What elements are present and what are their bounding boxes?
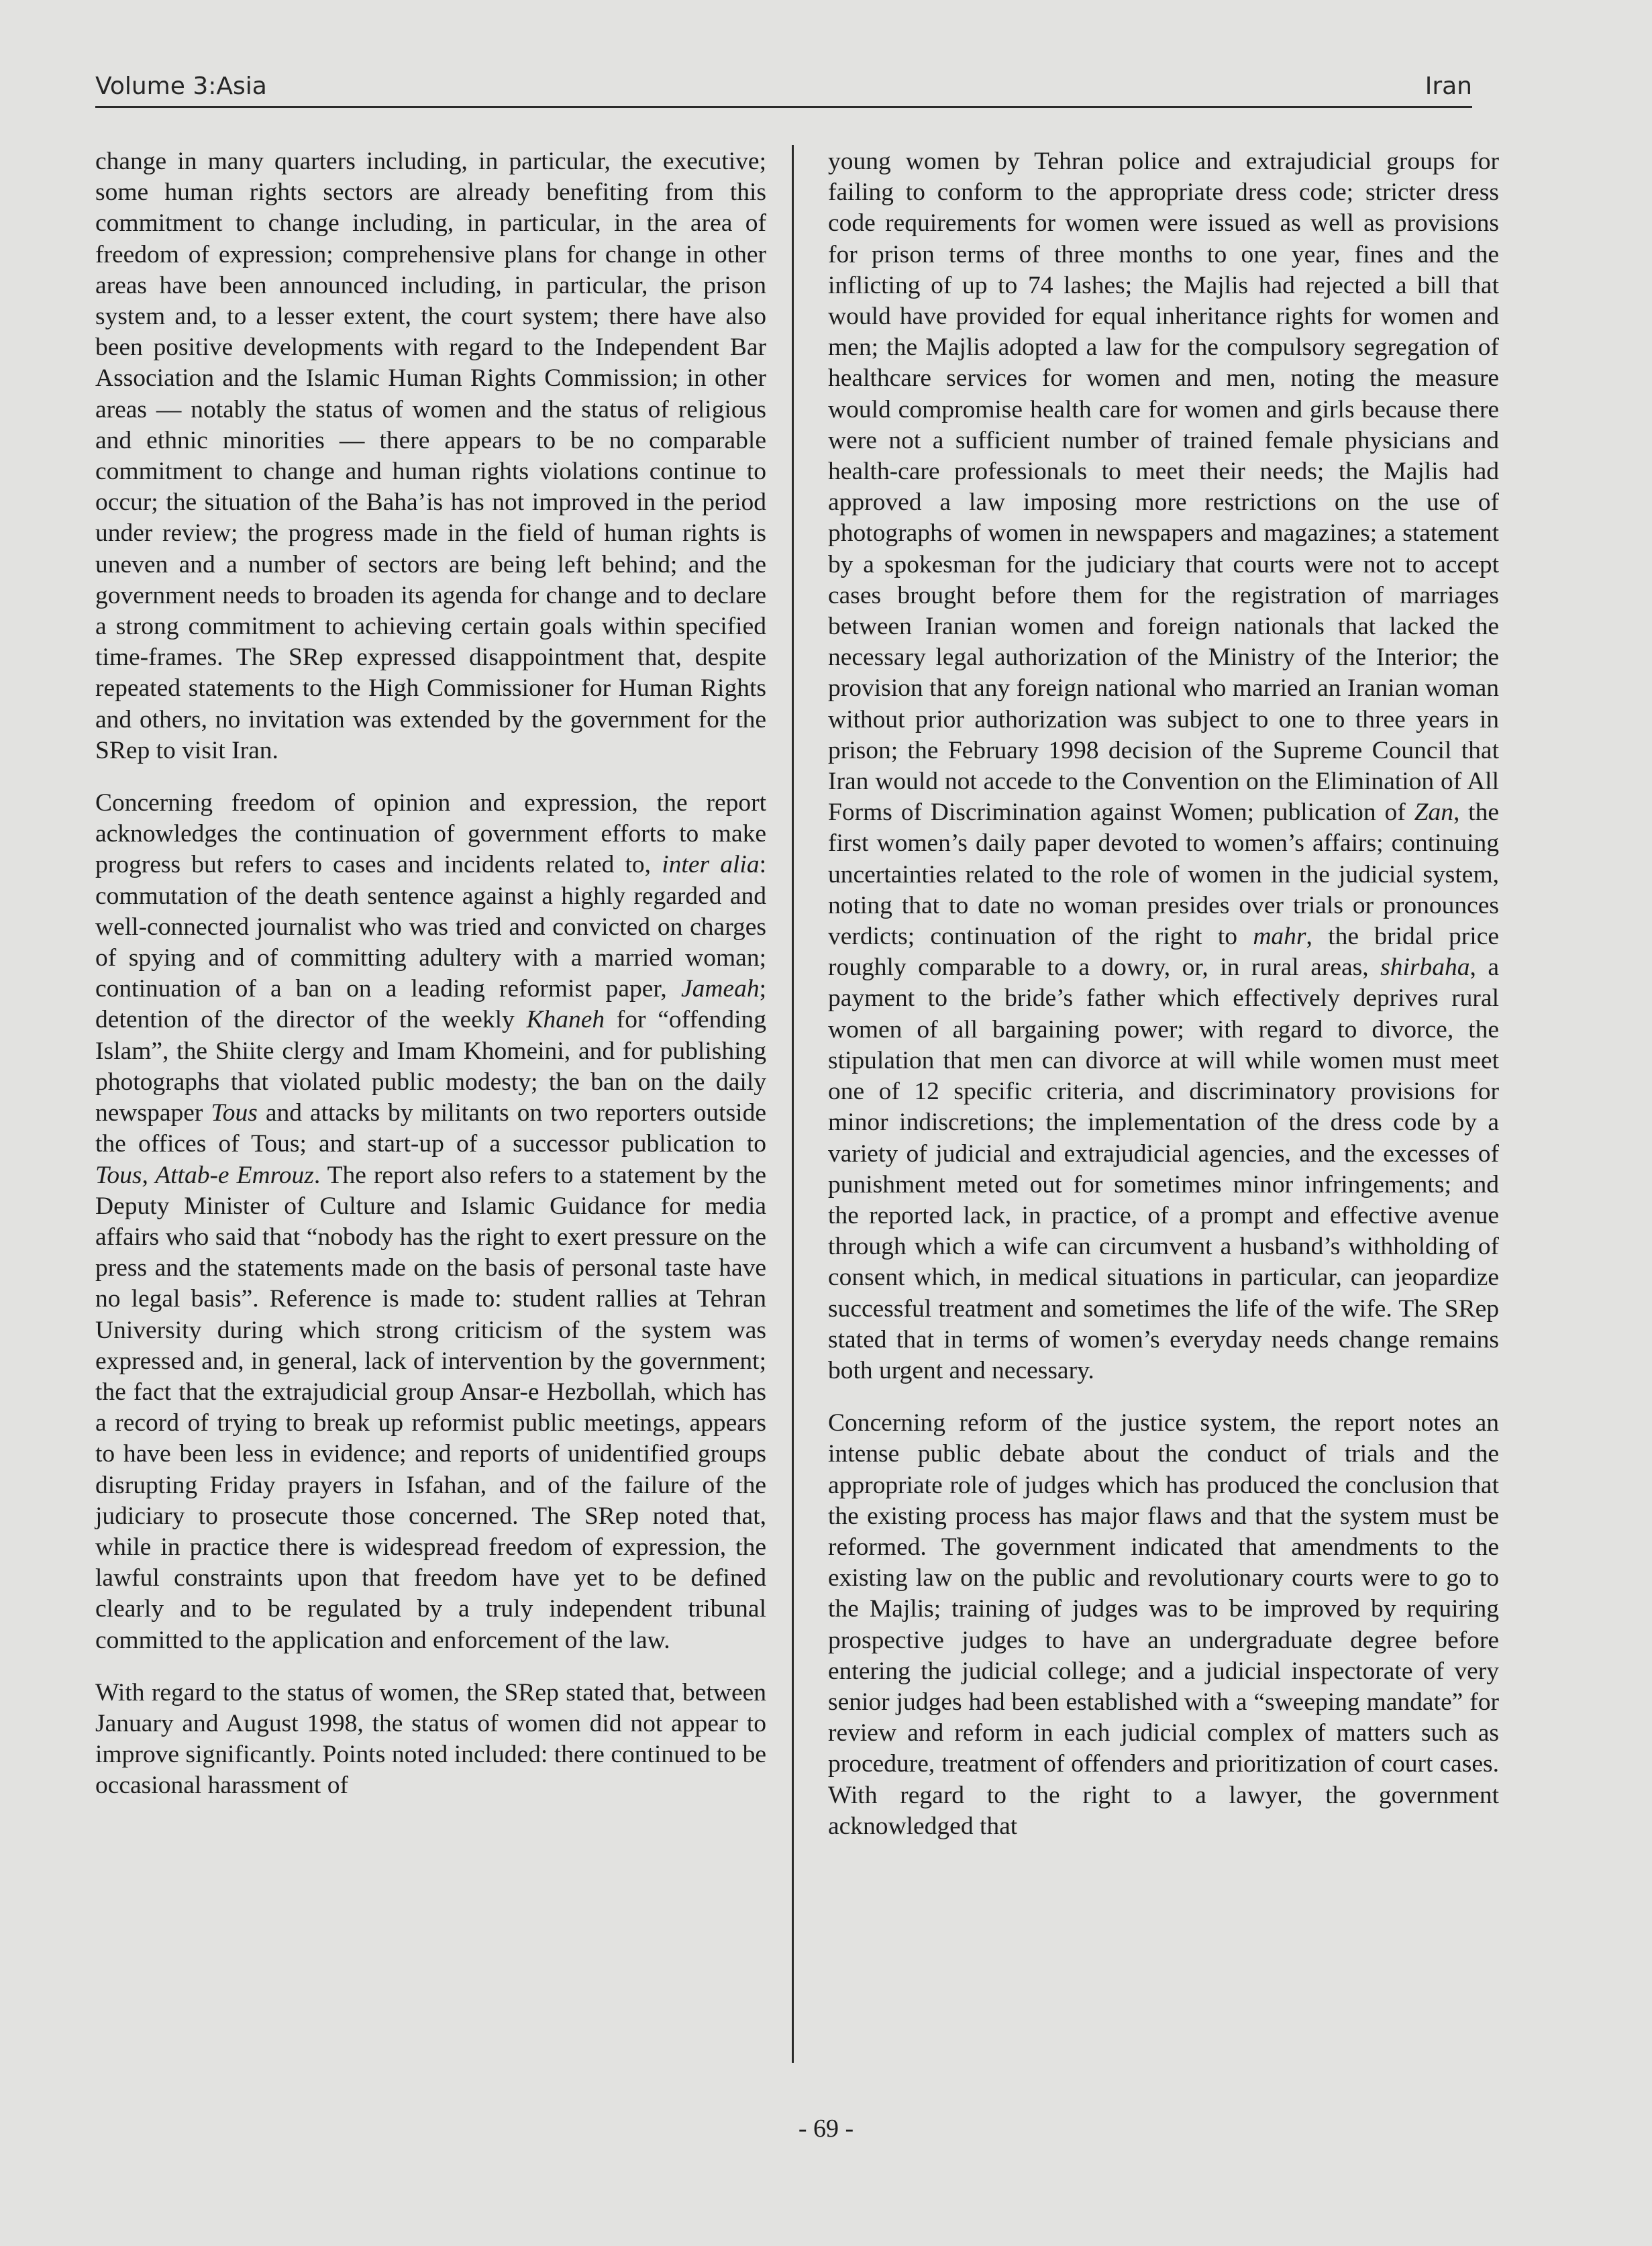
running-header: [95, 67, 1472, 109]
paragraph-status-of-women: young women by Tehran police and extrajudicial groups for failing to conform to the appropriate dress code; stricter dress code requirements for women were issued as well as provisions for prison terms of three months to one year, fines and the inflicting of up to 74 lashes; the Majlis had rejected a bill that would have provided for equal inheritance rights for women and men; the Majlis adopted a law for the compulsory segregation of healthcare services for women and men, noting the measure would compromise health care for women and girls because there were not a sufficient number of trained female physicians and health-care professionals to meet their needs; the Majlis had approved a law imposing more restrictions on the use of photographs of women in newspapers and magazines; a statement by a spokesman for the judiciary that courts were not to accept cases brought before them for the registration of marriages between Iranian women and foreign nationals that lacked the necessary legal authorization of the Ministry of the Interior; the provision that any foreign national who married an Iranian woman without prior authorization was subject to one to three years in prison; the February 1998 decision of the Supreme Council that Iran would not accede to the Convention on the Elimination of All Forms of Discrimination against Women; publication of Zan, the first women’s daily paper devoted to women’s affairs; continuing uncertainties related to the role of women in the judicial system, noting that to date no woman presides over trials or pronounces verdicts; continuation of the right to mahr, the bridal price roughly comparable to a dowry, or, in rural areas, shirbaha, a payment to the bride’s father which effectively deprives rural women of all bargaining power; with regard to divorce, the stipulation that men can divorce at will while women must meet one of 12 specific criteria, and discriminatory provisions for minor indiscretions; the implementation of the dress code by a variety of judicial and extrajudicial agencies, and the excesses of punishment meted out for sometimes minor infringements; and the reported lack, in practice, of a prompt and effective avenue through which a wife can circumvent a husband’s withholding of consent which, in medical situations in particular, can jeopardize successful treatment and sometimes the life of the wife. The SRep stated that in terms of women’s everyday needs change remains both urgent and necessary.: [828, 148, 1499, 1384]
left-column: [95, 146, 766, 1823]
paragraph-justice-reform: Concerning reform of the justice system, the report notes an intense public debate about the conduct of trials and the appropriate role of judges which has produced the conclusion that the existing process has major flaws and that the system must be reformed. The government indicated that amendments to the existing law on the public and revolutionary courts were to go to the Majlis; training of judges was to be improved by requiring prospective judges to have an undergraduate degree before entering the judicial college; and a judicial inspectorate of very senior judges had been established with a “sweeping mandate” for review and reform in each judicial complex of matters such as procedure, treatment of offenders and prioritization of court cases. With regard to the right to a lawyer, the government acknowledged that: [828, 1409, 1499, 1840]
paragraph-rights-overview: change in many quarters including, in particular, the executive; some human rights sectors are already benefiting from this commitment to change including, in particular, in the area of freedom of expression; comprehensive plans for change in other areas have been announced including, in particular, the prison system and, to a lesser extent, the court system; there have also been positive developments with regard to the Independent Bar Association and the Islamic Human Rights Commission; in other areas — notably the status of women and the status of religious and ethnic minorities — there appears to be no comparable commitment to change and human rights violations continue to occur; the situation of the Baha’is has not improved in the period under review; the progress made in the field of human rights is uneven and a number of sectors are being left behind; and the government needs to broaden its agenda for change and to declare a strong commitment to achieving certain goals within specified time-frames. The SRep expressed disappointment that, despite repeated statements to the High Commissioner for Human Rights and others, no invitation was extended by the government for the SRep to visit Iran.: [95, 148, 766, 764]
column-divider: [792, 145, 794, 2063]
page-number: - 69 -: [798, 2114, 854, 2143]
right-column: [828, 146, 1499, 1864]
header-country: Iran: [1425, 72, 1472, 100]
header-rule: [95, 106, 1472, 108]
paragraph-freedom-of-expression: Concerning freedom of opinion and expression, the report acknowledges the continuation of government efforts to make progress but refers to cases and incidents related to, inter alia: commutation of the death sentence against a highly regarded and well-connected journalist who was tried and convicted on charges of spying and of committing adultery with a married woman; continuation of a ban on a leading reformist paper, Jameah; detention of the director of the weekly Khaneh for “offending Islam”, the Shiite clergy and Imam Khomeini, and for publishing photographs that violated public modesty; the ban on the daily newspaper Tous and attacks by militants on two reporters outside the offices of Tous; and start-up of a successor publication to Tous, Attab-e Emrouz. The report also refers to a statement by the Deputy Minister of Culture and Islamic Guidance for media affairs who said that “nobody has the right to exert pressure on the press and the statements made on the basis of personal taste have no legal basis”. Reference is made to: student rallies at Tehran University during which strong criticism of the system was expressed and, in general, lack of intervention by the government; the fact that the extrajudicial group Ansar-e Hezbollah, which has a record of trying to break up reformist public meetings, appears to have been less in evidence; and reports of unidentified groups disrupting Friday prayers in Isfahan, and of the failure of the judiciary to prosecute those concerned. The SRep noted that, while in practice there is widespread freedom of expression, the lawful constraints upon that freedom have yet to be defined clearly and to be regulated by a truly independent tribunal committed to the application and enforcement of the law.: [95, 789, 766, 1654]
paragraph-status-of-women-intro: With regard to the status of women, the SRep stated that, between January and August 1998, the status of women did not appear to improve significantly. Points noted included: there continued to be occasional harassment of: [95, 1678, 766, 1800]
header-volume-title: Volume 3:Asia: [95, 72, 267, 100]
